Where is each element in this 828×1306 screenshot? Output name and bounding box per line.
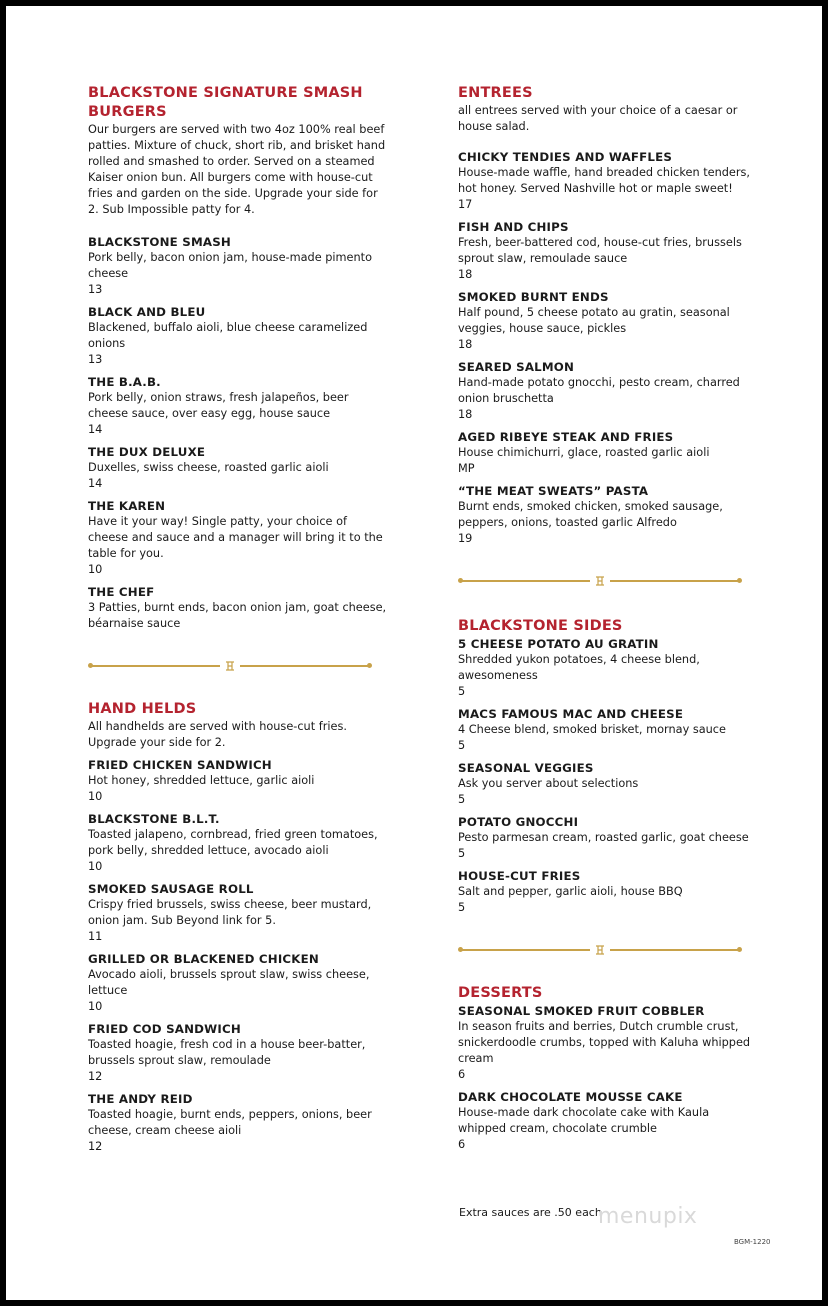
item-name: AGED RIBEYE STEAK AND FRIES [458,430,674,444]
entrees-intro: all entrees served with your choice of a caesar or house salad. [458,104,738,133]
item-name: THE ANDY REID [88,1092,193,1106]
menu-code: BGM-1220 [734,1238,771,1246]
item-description: Toasted jalapeno, cornbread, fried green tomatoes, pork belly, shredded lettuce, avocado aioli [88,828,378,857]
menu-item [458,289,758,353]
burgers-intro: Our burgers are served with two 4oz 100% real beef patties. Mixture of chuck, short rib, and brisket hand rolled and smashed to order. Served on a steamed Kaiser onion bun. All burgers come with house-cut fries and garden on the side. Upgrade your side for 2. Sub Impossible patty for 4. [88,123,386,216]
menu-item [458,1003,758,1083]
sides-title: BLACKSTONE SIDES [458,618,623,634]
item-price: 18 [458,338,473,351]
handhelds-title: HAND HELDS [88,701,197,717]
item-description: Crispy fried brussels, swiss cheese, beer mustard, onion jam. Sub Beyond link for 5. [88,898,372,927]
item-description: Salt and pepper, garlic aioli, house BBQ [458,885,683,898]
item-name: GRILLED OR BLACKENED CHICKEN [88,952,319,966]
item-price: 14 [88,477,103,490]
item-description: Hot honey, shredded lettuce, garlic aioli [88,774,315,787]
item-name: “THE MEAT SWEATS” PASTA [458,484,649,498]
item-name: CHICKY TENDIES AND WAFFLES [458,150,673,164]
item-description: Toasted hoagie, burnt ends, peppers, onions, beer cheese, cream cheese aioli [88,1108,372,1137]
menu-item [88,584,388,632]
extra-sauces-note: Extra sauces are .50 each [459,1206,602,1219]
right-column [458,84,758,1153]
handhelds-section [88,700,388,1155]
item-name: POTATO GNOCCHI [458,815,579,829]
item-description: 4 Cheese blend, smoked brisket, mornay sauce [458,723,726,736]
item-price: 12 [88,1140,103,1153]
item-price: 19 [458,532,473,545]
menu-item [88,951,388,1015]
entrees-title: ENTREES [458,85,533,101]
bg-monogram-icon [224,660,236,672]
item-name: MACS FAMOUS MAC AND CHEESE [458,707,684,721]
menu-item [458,483,758,547]
item-name: FRIED CHICKEN SANDWICH [88,758,272,772]
item-name: THE DUX DELUXE [88,445,206,459]
section-divider [458,944,742,956]
item-price: 5 [458,739,466,752]
item-price: 12 [88,1070,103,1083]
burgers-title: BLACKSTONE SIGNATURE SMASH BURGERS [88,85,363,120]
item-description: House-made waffle, hand breaded chicken tenders, hot honey. Served Nashville hot or maple sweet! [458,166,751,195]
item-name: 5 CHEESE POTATO AU GRATIN [458,637,659,651]
item-price: 14 [88,423,103,436]
item-description: 3 Patties, burnt ends, bacon onion jam, goat cheese, béarnaise sauce [88,601,387,630]
item-description: Pesto parmesan cream, roasted garlic, goat cheese [458,831,749,844]
item-name: SMOKED BURNT ENDS [458,290,609,304]
item-name: BLACKSTONE B.L.T. [88,812,220,826]
item-description: Avocado aioli, brussels sprout slaw, swiss cheese, lettuce [88,968,370,997]
desserts-title: DESSERTS [458,985,543,1001]
handhelds-intro: All handhelds are served with house-cut fries. Upgrade your side for 2. [88,720,347,749]
menu-item [458,429,758,477]
bg-monogram-icon [594,944,606,956]
item-price: 13 [88,353,103,366]
item-price: 11 [88,930,103,943]
item-description: Pork belly, bacon onion jam, house-made pimento cheese [88,251,372,280]
menupix-watermark: menupix [598,1204,698,1229]
item-name: BLACK AND BLEU [88,305,206,319]
item-name: DARK CHOCOLATE MOUSSE CAKE [458,1090,683,1104]
menu-item [458,814,758,862]
item-price: 13 [88,283,103,296]
item-price: 6 [458,1138,466,1151]
item-name: SEARED SALMON [458,360,575,374]
menu-item [88,1021,388,1085]
item-name: BLACKSTONE SMASH [88,235,231,249]
item-description: Hand-made potato gnocchi, pesto cream, charred onion bruschetta [458,376,740,405]
item-name: FISH AND CHIPS [458,220,569,234]
section-divider [458,575,742,587]
item-price: 6 [458,1068,466,1081]
item-price: 5 [458,793,466,806]
item-description: Blackened, buffalo aioli, blue cheese caramelized onions [88,321,368,350]
menu-item [88,444,388,492]
item-price: 5 [458,685,466,698]
item-name: HOUSE-CUT FRIES [458,869,581,883]
menu-item [88,374,388,438]
menu-item [458,868,758,916]
item-price: MP [458,462,475,475]
menu-item [88,881,388,945]
item-price: 5 [458,901,466,914]
item-price: 10 [88,1000,103,1013]
item-description: Toasted hoagie, fresh cod in a house beer-batter, brussels sprout slaw, remoulade [88,1038,366,1067]
bg-monogram-icon [594,575,606,587]
item-description: Fresh, beer-battered cod, house-cut fries, brussels sprout slaw, remoulade sauce [458,236,742,265]
item-description: House-made dark chocolate cake with Kaula whipped cream, chocolate crumble [458,1106,710,1135]
item-name: THE CHEF [88,585,155,599]
menu-page [6,6,822,1300]
menu-item [458,1089,758,1153]
menu-item [88,1091,388,1155]
item-description: Have it your way! Single patty, your choice of cheese and sauce and a manager will bring it to the table for you. [88,515,383,560]
item-price: 18 [458,408,473,421]
item-description: House chimichurri, glace, roasted garlic aioli [458,446,710,459]
menu-item [88,498,388,578]
sides-section [458,617,758,916]
item-price: 10 [88,563,103,576]
item-name: THE KAREN [88,499,166,513]
section-divider [88,660,372,672]
item-description: Ask you server about selections [458,777,639,790]
menu-item [88,234,388,298]
menu-item [458,760,758,808]
menu-item [458,636,758,700]
menu-item [458,359,758,423]
left-column [88,84,388,1155]
item-description: Pork belly, onion straws, fresh jalapeños, beer cheese sauce, over easy egg, house sauce [88,391,349,420]
desserts-section [458,984,758,1153]
menu-item [88,811,388,875]
item-description: In season fruits and berries, Dutch crumble crust, snickerdoodle crumbs, topped with Kaluha whipped cream [458,1020,751,1065]
item-name: THE B.A.B. [88,375,161,389]
item-name: SEASONAL SMOKED FRUIT COBBLER [458,1004,705,1018]
item-description: Shredded yukon potatoes, 4 cheese blend, awesomeness [458,653,700,682]
menu-item [458,219,758,283]
item-price: 5 [458,847,466,860]
item-name: SEASONAL VEGGIES [458,761,594,775]
item-name: SMOKED SAUSAGE ROLL [88,882,254,896]
item-description: Half pound, 5 cheese potato au gratin, seasonal veggies, house sauce, pickles [458,306,730,335]
item-price: 10 [88,790,103,803]
item-name: FRIED COD SANDWICH [88,1022,241,1036]
item-description: Burnt ends, smoked chicken, smoked sausage, peppers, onions, toasted garlic Alfredo [458,500,723,529]
item-description: Duxelles, swiss cheese, roasted garlic aioli [88,461,329,474]
menu-item [88,757,388,805]
menu-item [458,706,758,754]
menu-item [458,149,758,213]
item-price: 10 [88,860,103,873]
item-price: 18 [458,268,473,281]
menu-item [88,304,388,368]
burgers-section [88,84,388,632]
item-price: 17 [458,198,473,211]
entrees-section [458,84,758,547]
